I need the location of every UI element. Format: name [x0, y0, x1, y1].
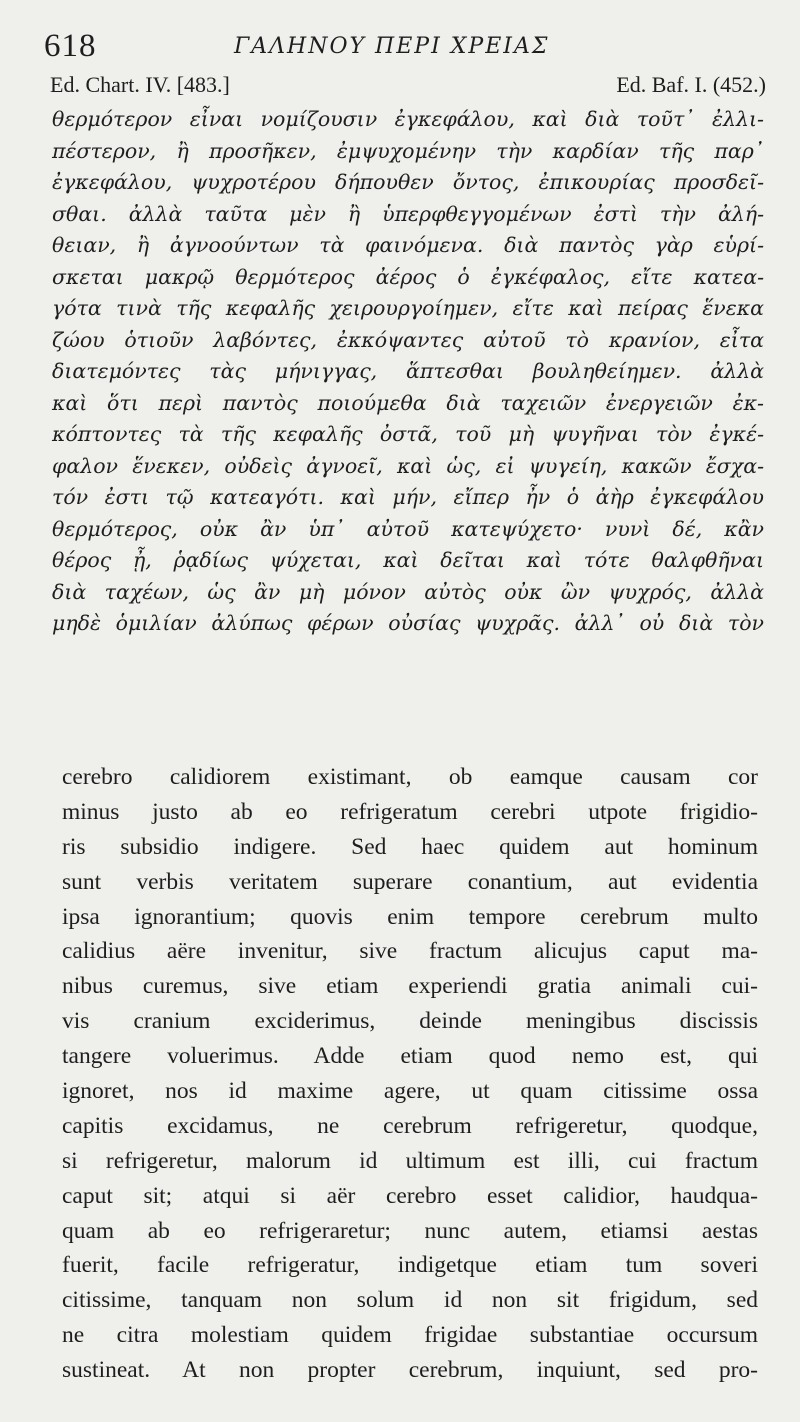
latin-text-line: si refrigeretur, malorum id ultimum est illi, cui fractum	[62, 1147, 758, 1174]
page-header	[44, 22, 764, 66]
greek-text-line: κόπτοντες τὰ τῆς κεφαλῆς ὀστᾶ, τοῦ μὴ ψυγῆναι τὸν ἐγκέ-	[52, 422, 764, 446]
latin-text-line: ipsa ignorantium; quovis enim tempore cerebrum multo	[62, 903, 758, 930]
edition-chartier: Ed. Chart. IV. [483.]	[50, 72, 230, 97]
edition-references	[50, 72, 766, 100]
running-title: ΓΑΛΗΝΟΥ ΠΕΡΙ ΧΡΕΙΑΣ	[234, 34, 550, 59]
latin-text-line: calidius aëre invenitur, sive fractum alicujus caput ma-	[62, 938, 758, 965]
greek-text-line: τόν ἐστι τῷ κατεαγότι. καὶ μήν, εἴπερ ἦν ὁ ἀὴρ ἐγκεφάλου	[52, 485, 764, 509]
greek-text-line: διὰ ταχέων, ὡς ἂν μὴ μόνον αὐτὸς οὐκ ὢν ψυχρός, ἀλλὰ	[52, 579, 764, 604]
latin-text-line: vis cranium exciderimus, deinde meningibus discissis	[62, 1008, 758, 1035]
greek-text-line: θέρος ᾖ, ῥᾳδίως ψύχεται, καὶ δεῖται καὶ τότε θαλφθῆναι	[52, 548, 764, 572]
greek-text-line: γότα τινὰ τῆς κεφαλῆς χειρουργοίημεν, εἴτε καὶ πείρας ἕνεκα	[52, 296, 764, 320]
greek-text-line: μηδὲ ὁμιλίαν ἀλύπως φέρων οὐσίας ψυχρᾶς. ἀλλ᾽ οὐ διὰ τὸν	[52, 611, 764, 635]
greek-text-line: θερμότερον εἶναι νομίζουσιν ἐγκεφάλου, καὶ διὰ τοῦτ᾽ ἐλλι-	[52, 107, 764, 131]
greek-text-line: καὶ ὅτι περὶ παντὸς ποιούμεθα διὰ ταχειῶν ἐνεργειῶν ἐκ-	[52, 390, 764, 415]
latin-text-line: capitis excidamus, ne cerebrum refrigeretur, quodque,	[62, 1112, 758, 1139]
latin-text-line: tangere voluerimus. Adde etiam quod nemo est, qui	[62, 1043, 758, 1070]
latin-text-line: nibus curemus, sive etiam experiendi gratia animali cui-	[62, 973, 758, 1000]
greek-text	[52, 104, 764, 640]
latin-text-line: ignoret, nos id maxime agere, ut quam citissime ossa	[62, 1078, 758, 1105]
latin-text-line: cerebro calidiorem existimant, ob eamque causam cor	[62, 764, 758, 790]
latin-text	[62, 760, 758, 1388]
greek-text-line: θερμότερος, οὐκ ἂν ὑπ᾽ αὐτοῦ κατεψύχετο· νυνὶ δέ, κἂν	[52, 516, 764, 541]
greek-text-line: πέστερον, ἢ προσῆκεν, ἐμψυχομένην τὴν καρδίαν τῆς παρ᾽	[52, 138, 764, 163]
greek-text-line: ἐγκεφάλου, ψυχροτέρου δήπουθεν ὄντος, ἐπικουρίας προσδεῖ-	[52, 170, 764, 194]
edition-basel: Ed. Baf. I. (452.)	[616, 72, 766, 97]
latin-text-line: ris subsidio indigere. Sed haec quidem aut hominum	[62, 833, 758, 860]
latin-text-line: sustineat. At non propter cerebrum, inquiunt, sed pro-	[62, 1357, 758, 1384]
greek-text-line: θειαν, ἢ ἀγνοούντων τὰ φαινόμενα. διὰ παντὸς γὰρ εὑρί-	[52, 233, 764, 257]
latin-text-line: caput sit; atqui si aër cerebro esset calidior, haudqua-	[62, 1182, 758, 1209]
greek-text-line: διατεμόντες τὰς μήνιγγας, ἅπτεσθαι βουληθείημεν. ἀλλὰ	[52, 359, 764, 383]
greek-text-line: σκεται μακρῷ θερμότερος ἀέρος ὁ ἐγκέφαλος, εἴτε κατεα-	[52, 264, 764, 289]
greek-text-line: σθαι. ἀλλὰ ταῦτα μὲν ἢ ὑπερφθεγγομένων ἐστὶ τὴν ἀλή-	[52, 201, 764, 226]
latin-text-line: minus justo ab eo refrigeratum cerebri utpote frigidio-	[62, 798, 758, 825]
latin-text-line: sunt verbis veritatem superare conantium, aut evidentia	[62, 868, 758, 895]
latin-text-line: ne citra molestiam quidem frigidae substantiae occursum	[62, 1322, 758, 1349]
greek-text-line: φαλον ἕνεκεν, οὐδεὶς ἀγνοεῖ, καὶ ὡς, εἰ ψυγείη, κακῶν ἔσχα-	[52, 453, 764, 478]
latin-text-line: fuerit, facile refrigeratur, indigetque etiam tum soveri	[62, 1252, 758, 1279]
latin-text-line: quam ab eo refrigeraretur; nunc autem, etiamsi aestas	[62, 1217, 758, 1244]
greek-text-line: ζώου ὁτιοῦν λαβόντες, ἐκκόψαντες αὐτοῦ τὸ κρανίον, εἶτα	[52, 327, 764, 352]
latin-text-line: citissime, tanquam non solum id non sit frigidum, sed	[62, 1287, 758, 1314]
page-number: 618	[44, 28, 97, 64]
